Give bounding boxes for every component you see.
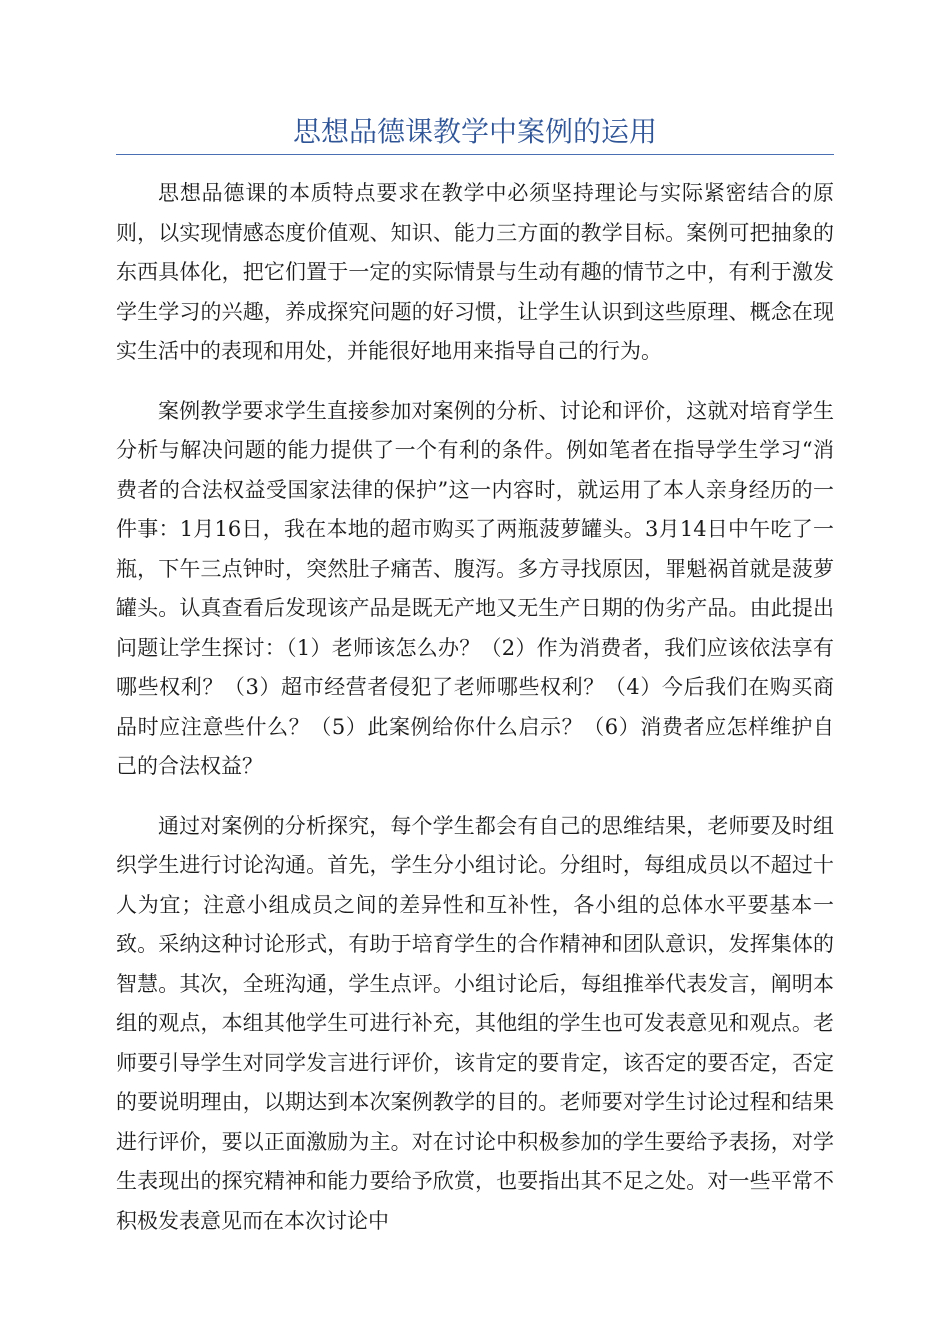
paragraph-3: 通过对案例的分析探究，每个学生都会有自己的思维结果，老师要及时组织学生进行讨论沟通。首先，学生分小组讨论。分组时，每组成员以不超过十人为宜；注意小组成员之间的差异性和互补性，各小组的总体水平要基本一致。采纳这种讨论形式，有助于培育学生的合作精神和团队意识，发挥集体的智慧。其次，全班沟通，学生点评。小组讨论后，每组推举代表发言，阐明本组的观点，本组其他学生可进行补充，其他组的学生也可发表意见和观点。老师要引导学生对同学发言进行评价，该肯定的要肯定，该否定的要否定，否定的要说明理由，以期达到本次案例教学的目的。老师要对学生讨论过程和结果进行评价，要以正面激励为主。对在讨论中积极参加的学生要给予表扬，对学生表现出的探究精神和能力要给予欣赏，也要指出其不足之处。对一些平常不积极发表意见而在本次讨论中 [116, 813, 834, 1233]
paragraph-1: 思想品德课的本质特点要求在教学中必须坚持理论与实际紧密结合的原则，以实现情感态度价值观、知识、能力三方面的教学目标。案例可把抽象的东西具体化，把它们置于一定的实际情景与生动有趣的情节之中，有利于激发学生学习的兴趣，养成探究问题的好习惯，让学生认识到这些原理、概念在现实生活中的表现和用处，并能很好地用来指导自己的行为。 [116, 181, 834, 363]
title-underline [116, 154, 834, 155]
paragraph-2: 案例教学要求学生直接参加对案例的分析、讨论和评价，这就对培育学生分析与解决问题的能力提供了一个有利的条件。例如笔者在指导学生学习“消费者的合法权益受国家法律的保护”这一内容时，就运用了本人亲身经历的一件事：1月16日，我在本地的超市购买了两瓶菠萝罐头。3月14日中午吃了一瓶，下午三点钟时，突然肚子痛苦、腹泻。多方寻找原因，罪魁祸首就是菠萝罐头。认真查看后发现该产品是既无产地又无生产日期的伪劣产品。由此提出问题让学生探讨：（1）老师该怎么办？（2）作为消费者，我们应该依法享有哪些权利？（3）超市经营者侵犯了老师哪些权利？（4）今后我们在购买商品时应注意些什么？（5）此案例给你什么启示？（6）消费者应怎样维护自己的合法权益？ [116, 398, 834, 778]
document-title: 思想品德课教学中案例的运用 [292, 115, 657, 148]
document-body [116, 174, 834, 1261]
